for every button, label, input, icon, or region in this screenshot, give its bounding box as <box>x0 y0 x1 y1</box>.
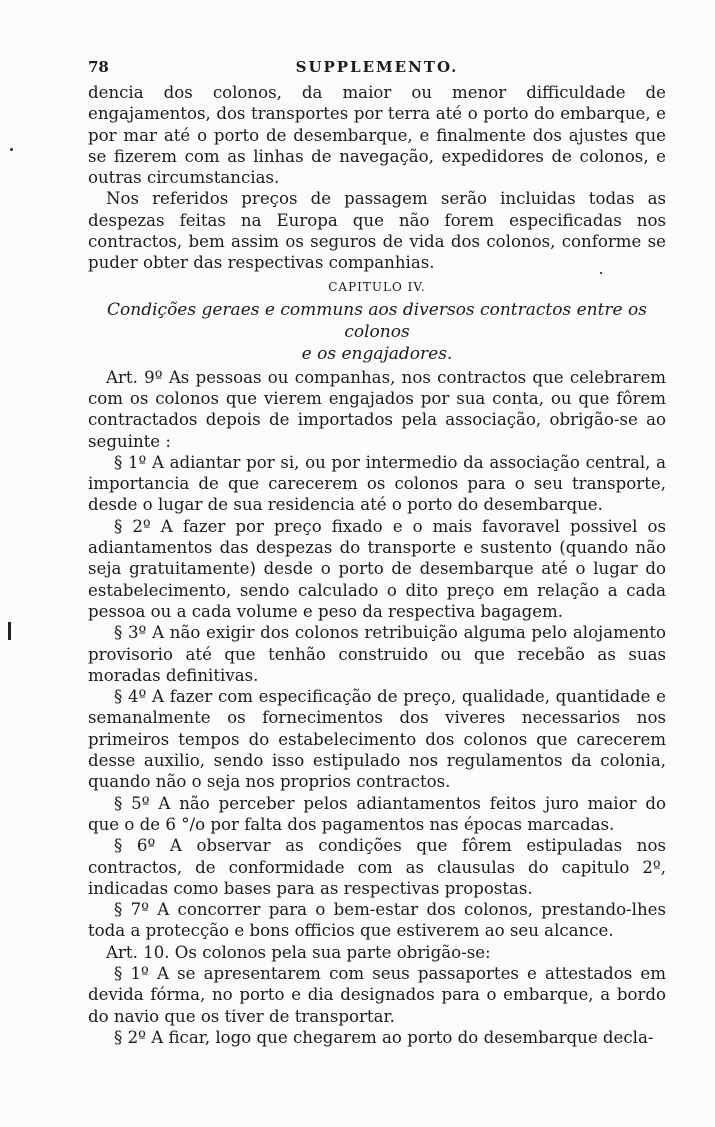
section-paragraph: § 1º A se apresentarem com seus passaportes e attestados em devida fórma, no porto e dia designados para o embarque, a bordo do navio que os tiver de transportar. <box>88 963 666 1026</box>
section-paragraph: § 5º A não perceber pelos adiantamentos feitos juro maior do que o de 6 °/o por falta dos pagamentos nas épocas marcadas. <box>88 793 666 834</box>
article-paragraph: Art. 9º As pessoas ou companhas, nos contractos que celebrarem com os colonos que vierem engajados por sua conta, ou que fôrem contractados depois de importados pela associação, obrigão-se ao seguinte : <box>88 367 666 451</box>
paragraph: dencia dos colonos, da maior ou menor difficuldade de engajamentos, dos transportes por terra até o porto do embarque, e por mar até o porto de desembarque, e finalmente dos ajustes que se fizerem com as linhas de navegação, expedidores de colonos, e outras circumstancias. <box>88 83 666 188</box>
section-paragraph: § 6º A observar as condições que fôrem estipuladas nos contractos, de conformidade com as clausulas do capitulo 2º, indicadas como bases para as respectivas propostas. <box>88 836 666 898</box>
running-head: SUPPLEMENTO. <box>295 58 459 76</box>
section-paragraph: § 2º A ficar, logo que chegarem ao porto do desembarque decla- <box>114 1027 654 1047</box>
margin-bar-mark <box>8 622 11 640</box>
document-page <box>88 58 666 1048</box>
chapter-title-line: e os engajadores. <box>301 343 453 364</box>
section-paragraph: § 4º A fazer com especificação de preço, qualidade, quantidade e semanalmente os fornecimentos dos viveres necessarios nos primeiros tempos do estabelecimento dos colonos que carecerem desse auxilio, sendo isso estipulado nos regulamentos da colonia, quando não o seja nos proprios contractos. <box>88 687 666 792</box>
section-paragraph: § 2º A fazer por preço fixado e o mais favoravel possivel os adiantamentos das despezas do transporte e sustento (quando não seja gratuitamente) desde o porto de desembarque até o lugar do estabelecimento, sendo calculado o dito preço em relação a cada pessoa ou a cada volume e peso da respectiva bagagem. <box>88 516 666 621</box>
section-paragraph: § 3º A não exigir dos colonos retribuição alguma pelo alojamento provisorio até que tenhão construido ou que recebão as suas moradas definitivas. <box>88 623 666 685</box>
chapter-label: CAPITULO IV. <box>328 279 426 294</box>
page-header <box>88 58 666 82</box>
margin-dot-mark <box>600 272 602 274</box>
paragraph: Nos referidos preços de passagem serão incluidas todas as despezas feitas na Europa que não forem especificadas nos contractos, bem assim os seguros de vida dos colonos, conforme se puder obter das respectivas companhias. <box>88 189 666 273</box>
article-paragraph: Art. 10. Os colonos pela sua parte obrigão-se: <box>106 942 491 962</box>
section-paragraph: § 7º A concorrer para o bem-estar dos colonos, prestando-lhes toda a protecção e bons officios que estiverem ao seu alcance. <box>88 900 666 941</box>
page-number: 78 <box>88 58 109 76</box>
margin-dot-mark <box>10 148 13 151</box>
chapter-title <box>88 299 666 365</box>
chapter-title-line: Condições geraes e communs aos diversos contractos entre os colonos <box>107 299 647 342</box>
section-paragraph: § 1º A adiantar por si, ou por intermedio da associação central, a importancia de que carecerem os colonos para o seu transporte, desde o lugar de sua residencia até o porto do desembarque. <box>88 452 666 515</box>
